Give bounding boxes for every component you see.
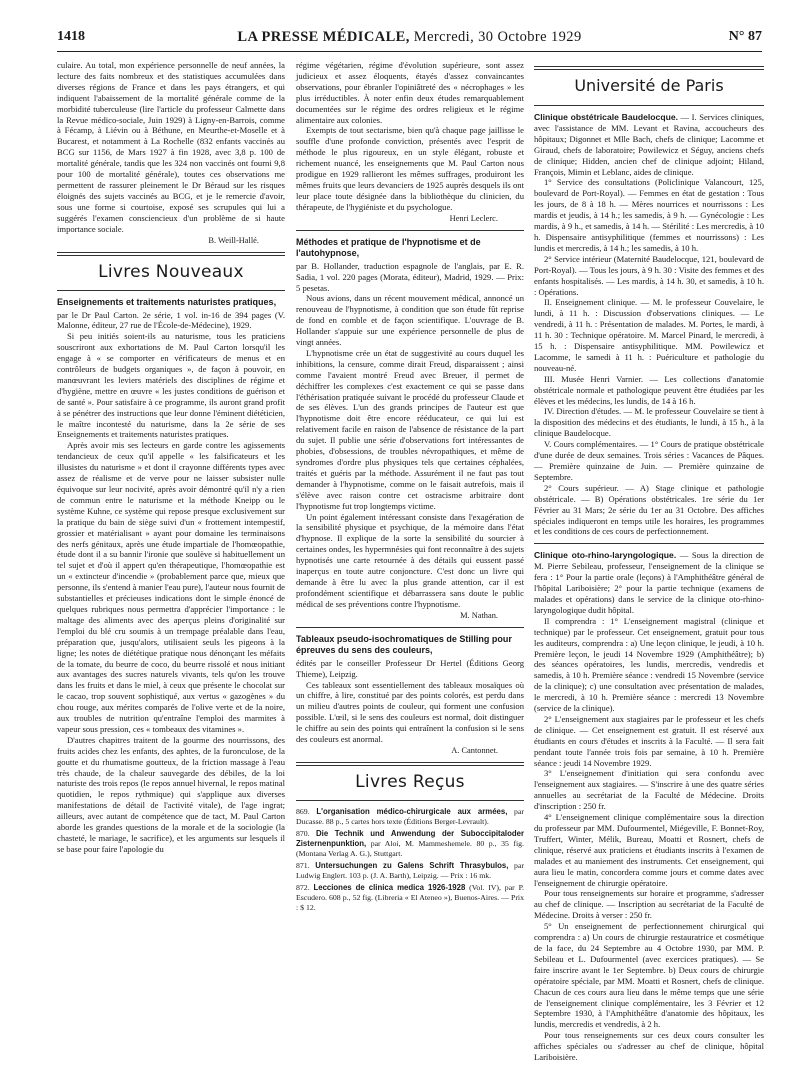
page-number: 1418 <box>57 29 85 44</box>
list-item <box>296 883 524 913</box>
clinic-paragraph: Pour tous renseignements sur horaire et programme, s'adresser au chef de clinique. — Inscription au secrétariat de la Faculté de Médecine. Droits à verser : 250 fr. <box>534 888 764 921</box>
clinic-paragraph: 5° Un enseignement de perfectionnement chirurgical qui comprendra : a) Un cours de chirurgie restauratrice et cosmétique de la face, du 24 Septembre au 4 Octobre 1930, par MM. P. Sebileau et L. Dufourmentel (avec exercices pratiques). — Se faire inscrire avant le 1er Septembre. b) Deux cours de chirurgie opératoire spéciale, par MM. Moatti et Rosnert, chefs de clinique. Chacun de ces cours aura lieu dans le même temps que une série de l'enseignement clinique complémentaire, les 3 Février et 12 Septembre 1930, à l'Amphithéâtre d'anatomie des hôpitaux, les lundis, mercredis et vendredis, à 2 h. <box>534 921 764 1030</box>
clinic-paragraph: IV. Direction d'études. — M. le professeur Couvelaire se tient à la disposition des médecins et des étudiants, le lundi, à 15 h., à la clinique Baudelocque. <box>534 406 764 439</box>
article-paragraph: Ces tableaux sont essentiellement des tableaux mosaïques où un chiffre, à lire, constitué par des points colorés, est perdu dans un milieu d'autres points de couleur, qui forment une confusion possible. L'œil, si le sens des couleurs est normal, doit distinguer le chiffre au sein des points qui entraînent la confusion si le sens des couleurs est anormal. <box>296 679 524 745</box>
section-divider <box>534 66 764 70</box>
book-title: Lecciones de clinica medica 1926-1928 <box>313 882 466 892</box>
clinic-paragraph: Il comprendra : 1° L'enseignement magistral (clinique et technique) par le professeur. Cet enseignement, gratuit pour tous les auditeurs, comprendra : a) Une leçon clinique, le jeudi, à 10 h. Première leçon, le jeudi 14 Novembre 1929 (Amphithéâtre); b) des séances opératoires, les lundis, mercredis, vendredis et samedis, à 10 h. Première séance : vendredi 15 Novembre (service de la clinique); c) une consultation avec présentation de malades, le mercredi, à 10 h. Première séance : mercredi 13 Novembre (service de la clinique). <box>534 615 764 714</box>
book-number: 872. <box>296 882 310 892</box>
received-books-list <box>296 807 524 913</box>
article-title: Enseignements et traitements naturistes pratiques, <box>57 296 277 307</box>
clinic-intro: — I. Services cliniques, avec l'assistance de MM. Levant et Ravina, accoucheurs des hôpitaux; Digonnet et Mlle Bach, chefs de clinique; Lacomme et Giraud, chefs de laboratoire; Powilewicz et Séguy, anciens chefs de clinique; Hidden, ancien chef de clinique adjoint; Hiland, François, Mimin et Leblanc, aides de clinique. <box>534 112 765 177</box>
section-divider <box>534 105 764 106</box>
clinic-paragraph <box>534 112 764 177</box>
book-details: par Aloi, M. Mammeshemele. 80 p., 35 fig. (Montana Verlag A. G.), Stuttgart. <box>296 838 524 858</box>
clinic-title: Clinique obstétricale Baudelocque. <box>534 112 679 122</box>
article-paragraph: Exempts de tout sectarisme, bien qu'à chaque page jaillisse le souffle d'une profonde conviction, présentés avec l'esprit de méthode le plus rigoureux, en un style élégant, robuste et richement nuancé, les enseignements que M. Paul Carton nous prodigue en 1929 rallieront les mêmes suffrages, produiront les mêmes fruits que leurs devanciers de 1925 auprès desquels ils ont leur place toute désignée dans la bibliothèque du clinicien, du thérapeute, de l'hygiéniste et du psychologue. <box>296 125 524 212</box>
clinic-paragraph: II. Enseignement clinique. — M. le professeur Couvelaire, le lundi, à 11 h. : Discussion d'observations cliniques. — Le vendredi, à 11 h. : Présentation de malades. M. Portes, le mardi, à 11 h. 30 : Technique opératoire. M. Marcel Pinard, le mercredi, à 15 h. : Dispensaire antisyphilitique. MM. Powilewicz et Lacomme, le samedi à 11 h. : Puériculture et pathologie du nouveau-né. <box>534 297 764 373</box>
clinic-paragraph: 4° L'enseignement clinique complémentaire sous la direction du professeur par MM. Dufourmentel, Miégeville, F. Bonnet-Roy, Truffert, Winter, Mélik, Bureau, Moatti et Rosnert, chefs de clinique, réservé aux praticiens et étudiants inscrits à l'examen de malades et au maniement des instruments. Cet enseignement, qui aura lieu le matin, concordera comme jours et comme dates avec l'enseignement de chirurgie opératoire. <box>534 812 764 888</box>
clinic-paragraph: 1° Service des consultations (Policlinique Valancourt, 125, boulevard de Port-Royal). — Femmes en état de gestation : Tous les jours, de 8 à 18 h. — Mères nourrices et nourrissons : Les mardis et jeudis, à 14 h.; les samedis, à 9 h. — Gynécologie : Les mardis, à 9 h., et samedis, à 14 h. — Stérilité : Les mercredis, à 10 h. Dispensaire antisyphilitique (femmes et nourrissons) : Les lundis et mercredis, à 14 h.; les samedis, à 10 h. <box>534 177 764 253</box>
clinic-paragraph <box>534 550 764 615</box>
article-title: Méthodes et pratique de l'hypnotisme et de l'autohypnose, <box>296 236 481 258</box>
journal-title: LA PRESSE MÉDICALE, <box>237 29 410 45</box>
continued-paragraph: régime végétarien, régime d'évolution supérieure, sont assez judicieux et assez éloquents, étayés d'assez convaincantes observations, pour ébranler l'opiniâtreté des « nécrophages » les plus irréductibles. À noter enfin deux études remarquablement documentées sur le régime des ordres religieux et le régime alimentaire aux colonies. <box>296 60 524 125</box>
book-number: 871. <box>296 860 310 870</box>
article-title: Tableaux pseudo-isochromatiques de Stilling pour épreuves du sens des couleurs, <box>296 633 512 655</box>
clinic-paragraph: 2° Service intérieur (Maternité Baudelocque, 121, boulevard de Port-Royal). — Tous les jours, à 9 h. 30 : Visite des femmes et des enfants hospitalisés. — Les mardis, à 14 h. 30, et samedis, à 10 h. : Opérations. <box>534 253 764 297</box>
article-paragraph: D'autres chapitres traitent de la gourme des nourrissons, des fruits acides chez les enfants, des aphtes, de la furonculose, de la goutte et du rhumatisme goutteux, de la friction massage à l'eau très chaude, de la chaleur sauvegarde des débiles, de la loi naturiste des trois repos (le repos annuel hivernal, le repos matinal quotidien, le repos rythmique) qui s'applique aux diverses manifestations de détail de l'activité vitale), de l'age ingrat; ailleurs, avec autant de compétence que de tact, M. Paul Carton aborde les grandes questions de la morale et de la sociologie (la chasteté, le mariage, le sacrifice), et les arguments sur lesquels il se base pour faire l'apologie du <box>57 734 285 854</box>
page-header <box>57 29 762 51</box>
book-number: 869. <box>296 806 310 816</box>
section-title: Université de Paris <box>574 76 724 95</box>
article-paragraph: Si peu initiés soient-ils au naturisme, tous les praticiens souscriront aux exhortations de M. Paul Carton lorsqu'il les engage à « se comporter en vérificateurs de menus et en contrôleurs de budgets organiques », de façon à pouvoir, en manœuvrant les leviers matériels des disciplines de régime et d'hygiène, mettre en œuvre « les justes conditions de guérison et de santé ». Pour satisfaire à ce programme, ils auront grand profit à se pénétrer des instructions que leur donne l'éminent diététicien, le maître incontesté du naturisme, dans la 2e série de ses Enseignements et traitements naturistes pratiques. <box>57 331 285 440</box>
article-divider <box>296 627 524 628</box>
header-rule <box>57 51 762 52</box>
section-divider <box>57 290 285 291</box>
section-divider <box>296 762 524 766</box>
column-1 <box>57 60 285 855</box>
signature: M. Nathan. <box>460 610 498 620</box>
article-paragraph: Après avoir mis ses lecteurs en garde contre les agissements tendancieux de ceux qu'il appelle « les falsificateurs et les illusistes du naturisme » et dont il crayonne différents types avec assez de réalisme et de verve pour ne laisser subsister nulle équivoque sur leur nocivité, après avoir démontré qu'il n'y a rien de commun entre le naturisme et la méthode Kneipp ou le système Kuhne, ce système qui repose presque exclusivement sur la pratique du bain de siège suivi d'un « frottement intempestif, grossier et matérialisant » ayant pour domaine les terminaisons des nerfs génitaux, après une étude impartiale de l'homœopathie, étude dont il a su bannir l'ironie que soulève si habituellement un tel sujet et d'où il appert qu'en thérapeutique, l'homœopathie est un « extincteur d'incendie » (probablement parce que, mieux que personne, ils s'entend à manier l'eau pure), l'auteur nous fournit de substantielles et précieuses indications dont le simple énoncé de quelques rubriques nous permettra d'apprécier l'importance : le maltage des aliments avec des aperçus pleins d'originalité sur l'emploi du blé cru soumis à un trempage préalable dans l'eau, préparation que, jusqu'alors, utilisaient seuls les pigeons à la ligne; les notes de diététique pratique nous dénonçant les méfaits de la tomate, du beurre de coco, du beurre rissolé et nous initiant aux avantages des sucres naturels vivants, tels qu'on les trouve dans les fruits et dans le miel, à ceux que présente le chocolat sur le cacao, trop souvent sophistiqué, aux vertus « gazogènes » du chou rouge, aux mérites comparés de l'olive verte et de la noire, aux troubles de nutrition qu'entraîne l'emploi des marmites à vapeur sous pression, ces « tombeaux des vitamines ». <box>57 440 285 734</box>
clinic-paragraph: 2° L'enseignement aux stagiaires par le professeur et les chefs de clinique. — Cet enseignement est gratuit. Il est réservé aux étudiants en cours d'études et inscrits à la Faculté. — Il sera fait pendant toute l'année trois fois par semaine, à 10 h. Première séance : jeudi 14 Novembre 1929. <box>534 713 764 768</box>
signature: Henri Leclerc. <box>449 213 498 223</box>
list-item <box>296 829 524 859</box>
article-reference: par B. Hollander, traduction espagnole de l'anglais, par E. R. Sadia, 1 vol. 220 pages (Morata, éditeur), Madrid, 1929. — Prix: 5 pesetas. <box>296 260 524 293</box>
signature: A. Cantonnet. <box>451 745 498 755</box>
clinic-paragraph: III. Musée Henri Varnier. — Les collections d'anatomie obstétricale normale et pathologique peuvent être étudiées par les élèves et les médecins, les lundis, de 14 à 16 h. <box>534 373 764 406</box>
article-paragraph: Un point également intéressant consiste dans l'exagération de la sensibilité physique et psychique, de la mémoire dans l'état d'hypnose. Il explique de la sorte la sensibilité du sourcier à certaines ondes, les hypermnésies qui font reconnaître à des sujets hypnotisés une carte retournée à des détails qui eussent passé inaperçus en toute autre conjoncture. C'est donc un livre qui demande à être lu avec la plus grande attention, car il est profondément scientifique et débarrassera sans doute le public médical de ses préventions contre l'hypnotisme. <box>296 511 524 609</box>
issue-date: Mercredi, 30 Octobre 1929 <box>409 29 582 45</box>
article-paragraph: Nous avions, dans un récent mouvement médical, annoncé un renouveau de l'hypnotisme, à condition que son étude fût reprise de fond en comble et de façon scientifique. L'ouvrage de B. Hollander s'appuie sur une expérience personnelle de plus de vingt années. <box>296 293 524 348</box>
section-title: Livres Nouveaux <box>98 261 244 282</box>
section-title: Livres Reçus <box>355 771 465 792</box>
section-divider <box>296 800 524 801</box>
book-details: par Ducasse. 88 p., 5 cartes hors texte (Éditions Berger-Levrault). <box>296 806 525 826</box>
clinic-paragraph: 3° L'enseignement d'initiation qui sera confondu avec l'enseignement aux stagiaires. — S'inscrire à une des quatre séries annuelles au secrétariat de la Faculté de Médecine. Droits d'inscription : 250 fr. <box>534 768 764 812</box>
book-number: 870. <box>296 828 310 838</box>
book-title: Untersuchungen zu Galens Schrift Thrasybulos, <box>315 860 509 870</box>
article-divider <box>534 543 764 544</box>
book-details: par Ludwig Englert. 103 p. (J. A. Barth), Leipzig. — Prix : 16 mk. <box>296 860 525 880</box>
book-title: Die Technik und Anwendung der Suboccipitaloder Zisternenpunktion, <box>296 828 524 848</box>
clinic-title: Clinique oto-rhino-laryngologique. <box>534 550 677 561</box>
article-paragraph: L'hypnotisme crée un état de suggestivité au cours duquel les inhibitions, la censure, comme dirait Freud, disparaissent ; ainsi comme l'avaient montré Freud avec Breuer, il permet de déchiffrer les complexes c'est exactement ce qui se passe dans l'éthérisation pratiquée suivant le procédé du professeur Claude et de ses élèves. L'un des grands principes de l'auteur est que l'hypnotisme doit être encore rééducateur, ce qui lui est relativement facile en raison de l'absence de résistance de la part du sujet. Il publie une série d'observations fort intéressantes de phobies, d'obsessions, de troubles névropathiques, et même de syndromes d'ordre plus physiques tels que certaines céphalées, traités et guéris par la méthode. Assurément il ne faut pas tout demander à l'hypnotisme, comme on le faisait autrefois, mais il s'élève avec raison contre cet ostracisme arbitraire dont l'hypnotisme fut trop longtemps victime. <box>296 347 524 511</box>
column-2 <box>296 60 524 915</box>
issue-number: N° 87 <box>728 29 762 44</box>
intro-paragraph: culaire. Au total, mon expérience personnelle de neuf années, la lecture des faits nombreux et des statistiques accumulées dans diverses régions de France et dans les pays étrangers, et qui indiquent l'abaissement de la mortalité générale comme de la morbidité tuberculeuse (lire l'article du professeur Calmette dans la Revue médico-sociale, Juin 1929) à Ligny-en-Barrois, comme à Fécamp, à Liévin ou à Béthune, en Meurthe-et-Moselle et à Bucarest, et notamment à La Rochelle (832 enfants vaccinés au BCG sur 1156, de Mars 1927 à fin 1928, avec 3,8 p. 100 de mortalité générale, tandis que les 324 non vaccinés ont fourni 9,8 pour 100 de mortalité générale), toutes ces observations me permettent de rassurer pleinement le Dr Béraud sur les risques éloignés des sujets vaccinés au BCG, et je le remercie d'avoir, sous une forme si courtoise, exposé ses scrupules qui lui a suggérés l'examen consciencieux d'un problème de si haute importance sociale. <box>57 60 285 234</box>
article-divider <box>296 230 524 231</box>
column-3 <box>534 60 764 1063</box>
article-reference: par le Dr Paul Carton. 2e série, 1 vol. in-16 de 394 pages (V. Malonne, éditeur, 27 rue de l'École-de-Médecine), 1929. <box>57 309 285 331</box>
clinic-paragraph: 2° Cours supérieur. — A) Stage clinique et pathologie obstétricale. — B) Opérations obstétricales. 1re série du 1er Février au 31 Mars; 2e série du 1er au 31 Octobre. Des affiches spéciales indiqueront en temps utile les horaires, les programmes et les conditions de ces cours de perfectionnement. <box>534 482 764 537</box>
book-title: L'organisation médico-chirurgicale aux armées, <box>316 806 508 816</box>
clinic-paragraph: V. Cours complémentaires. — 1° Cours de pratique obstétricale d'une durée de deux semaines. Trois séries : Vacances de Pâques. — Première quinzaine de Juin. — Première quinzaine de Septembre. <box>534 439 764 482</box>
clinic-intro: — Sous la direction de M. Pierre Sebileau, professeur, l'enseignement de la clinique se fera : 1° Pour la partie orale (leçons) à l'Amphithéâtre général de l'hôpital Lariboisière; 2° pour la partie technique (examens de malades et opérations) dans le service de la clinique oto-rhino-laryngologique dudit hôpital. <box>534 550 764 615</box>
book-details: (Vol. IV), par P. Escudero. 608 p., 52 fig. (Libreria « El Ateneo »), Buenos-Aires. — Prix : $ 12. <box>296 882 524 912</box>
signature: B. Weill-Hallé. <box>208 235 259 245</box>
section-divider <box>57 252 285 256</box>
masthead <box>57 29 762 46</box>
clinic-paragraph: Pour tous renseignements sur ces deux cours consulter les affiches spéciales ou s'adresser au chef de clinique, hôpital Lariboisière. <box>534 1030 764 1063</box>
article-reference: édités par le conseiller Professeur Dr Hertel (Éditions Georg Thieme), Leipzig. <box>296 657 524 679</box>
list-item <box>296 861 524 881</box>
list-item <box>296 807 524 827</box>
